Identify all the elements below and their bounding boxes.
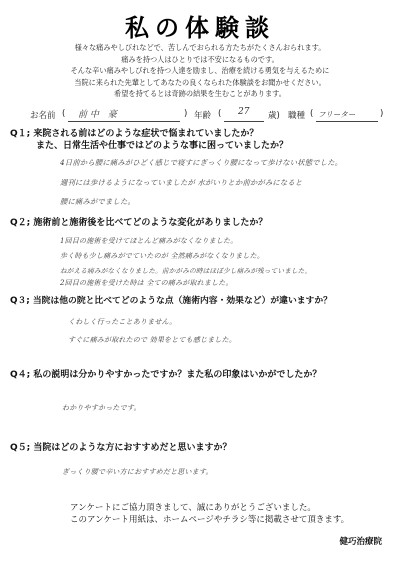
question-1-line2: また、日常生活や仕事ではどのような事に困っていましたか？ (36, 141, 289, 151)
question-2-line1: Q２; 施術前と施術後を比べてどのような変化がありましたか？ (10, 218, 268, 228)
name-underline (68, 121, 180, 122)
answer-1-line: 腰に痛みがでました。 (60, 197, 135, 206)
name-label: お名前 (30, 111, 56, 121)
question-3-line1: Q３; 当院は他の院と比べてどのような点（施術内容・効果など）が違いますか？ (10, 296, 332, 306)
intro-text (28, 42, 372, 100)
intro-line: 当院に来られた先輩としてあなたの良くなられた体験談をお聞かせください。 (74, 77, 326, 87)
age-label: 年齢 (194, 111, 212, 121)
answer-4-line: わかりやすかったです。 (62, 404, 141, 412)
age-paren-open: ( (218, 109, 222, 119)
question-3 (10, 295, 332, 307)
intro-line: 希望を持てるとは奇跡の結果を生むことがあります。 (114, 89, 286, 99)
answer-2-line: ねがえる痛みがなくなりました。前かがみの時はほぼ少し痛みが残っていました。 (60, 267, 312, 275)
job-value: フリーター (318, 110, 356, 119)
answer-1-line: 週刊には歩けるようになっていましたが 水がいりとか前かがみになると (60, 178, 303, 187)
respondent-info (12, 107, 388, 123)
question-1 (10, 128, 288, 152)
page-title: 私の体験談 (125, 14, 275, 42)
question-4-line1: Q４; 私の説明は分かりやすかったですか？また私の印象はいかがでしたか？ (10, 370, 322, 380)
job-paren-close: ) (380, 109, 384, 119)
question-2 (10, 217, 267, 229)
answer-3-line: くわしく行ったことありません。 (68, 318, 177, 326)
age-unit: 歳) (268, 111, 280, 121)
question-5 (10, 442, 231, 454)
clinic-name: 健巧治療院 (339, 537, 382, 547)
footer-thanks (70, 502, 370, 526)
age-value: 27 (238, 107, 250, 117)
answer-1-line: 4日前から腰に痛みがひどく感じで寝すにぎっくり腰になって歩けない状態でした。 (60, 158, 343, 167)
footer-line: このアンケート用紙は、ホームページやチラシ等に掲載させて頂きます。 (70, 515, 350, 525)
name-paren-close: ) (184, 109, 188, 119)
job-underline (316, 121, 378, 122)
name-paren-open: ( (62, 109, 66, 119)
question-5-line1: Q５; 当院はどのような方におすすめだと思いますか？ (10, 443, 232, 453)
question-1-line1: Q１; 来院される前はどのような症状で悩まれていましたか？ (10, 129, 259, 139)
question-4 (10, 369, 321, 381)
answer-3-line: すぐに痛みが取れたので 効果をとても感じました。 (68, 336, 237, 344)
footer-line: アンケートにご協力頂きまして、誠にありがとうございました。 (70, 503, 316, 513)
intro-line: 様々な痛みやしびれなどで、苦しんでおられる方たちがたくさんおられます。 (74, 43, 326, 52)
job-paren-open: ( (310, 109, 314, 119)
intro-line: 痛みを持つ人はひとりでは不安になるものです。 (121, 54, 279, 64)
name-value: 前 中 豪 (78, 110, 117, 120)
answer-2-line: 2回目の施術を受けた時は 全ての痛みが取れました。 (60, 279, 233, 287)
job-label: 職種 (288, 111, 306, 121)
age-underline (224, 121, 264, 122)
answer-2-line: 歩く時も少し痛みがでていたのが 全然痛みがなくなりました。 (60, 252, 265, 260)
intro-line: そんな辛い痛みやしびれを持つ人達を励まし、治療を続ける勇気を与えるために (70, 66, 330, 76)
answer-2-line: 1回目の施術を受けてほとんど痛みがなくなりました。 (60, 237, 238, 245)
answer-5-line: ぎっくり腰で辛い方におすすめだと思います。 (62, 468, 213, 476)
